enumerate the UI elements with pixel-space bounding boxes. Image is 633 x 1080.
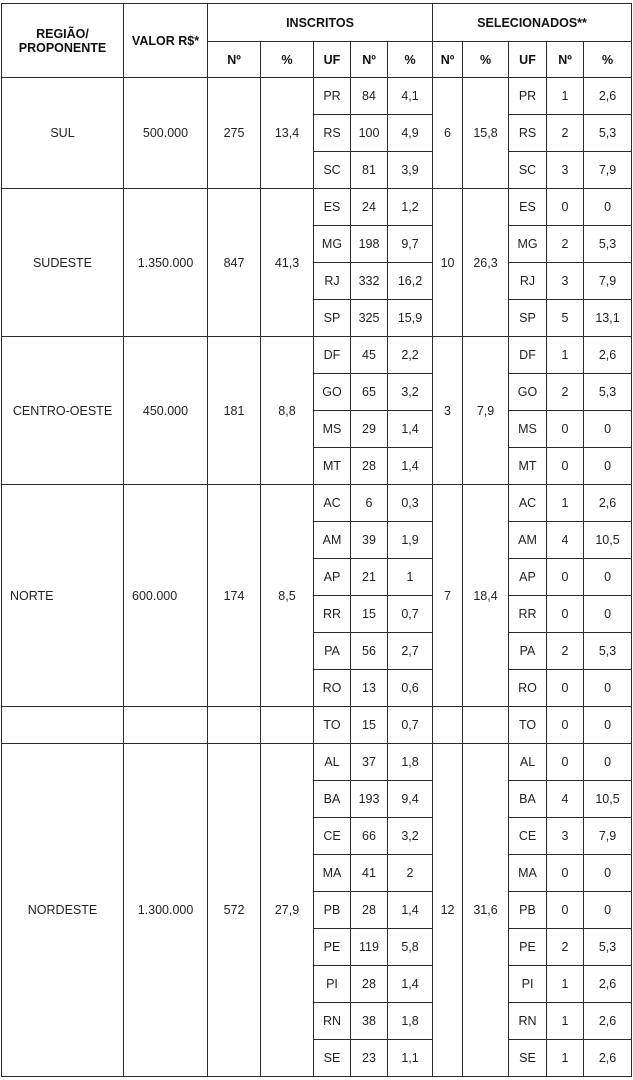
- region-name-cell: NORTE: [2, 485, 124, 707]
- selecionados-uf-percentual-cell: 0: [584, 411, 632, 448]
- selecionados-uf-percentual-cell: 2,6: [584, 966, 632, 1003]
- selecionados-uf-cell: GO: [509, 374, 547, 411]
- inscritos-uf-percentual-cell: 2: [388, 855, 433, 892]
- inscritos-uf-numero-cell: 23: [351, 1040, 388, 1077]
- selecionados-uf-cell: AP: [509, 559, 547, 596]
- selecionados-uf-percentual-cell: 10,5: [584, 781, 632, 818]
- inscritos-uf-numero-cell: 15: [351, 707, 388, 744]
- inscritos-uf-numero-cell: 24: [351, 189, 388, 226]
- inscritos-uf-cell: PR: [314, 78, 351, 115]
- inscritos-uf-numero-cell: 28: [351, 892, 388, 929]
- table-row: [2, 744, 632, 781]
- selecionados-uf-percentual-cell: 0: [584, 596, 632, 633]
- selecionados-uf-cell: AM: [509, 522, 547, 559]
- inscritos-uf-numero-cell: 29: [351, 411, 388, 448]
- subheader-selecionados-numero: Nº: [433, 42, 463, 78]
- region-selecionados-percentual-cell: 15,8: [463, 78, 509, 189]
- selecionados-uf-cell: PE: [509, 929, 547, 966]
- inscritos-uf-cell: RN: [314, 1003, 351, 1040]
- inscritos-uf-percentual-cell: 4,1: [388, 78, 433, 115]
- region-selecionados-numero-cell: 7: [433, 485, 463, 707]
- inscritos-uf-cell: AP: [314, 559, 351, 596]
- selecionados-uf-numero-cell: 4: [547, 781, 584, 818]
- inscritos-uf-cell: AM: [314, 522, 351, 559]
- selecionados-uf-numero-cell: 0: [547, 670, 584, 707]
- subheader-inscritos-uf: UF: [314, 42, 351, 78]
- inscritos-uf-numero-cell: 81: [351, 152, 388, 189]
- inscritos-uf-numero-cell: 193: [351, 781, 388, 818]
- table-header: [2, 4, 632, 78]
- inscritos-uf-numero-cell: 38: [351, 1003, 388, 1040]
- region-name-cell: NORDESTE: [2, 744, 124, 1077]
- selecionados-uf-numero-cell: 1: [547, 1040, 584, 1077]
- inscritos-uf-cell: ES: [314, 189, 351, 226]
- inscritos-uf-numero-cell: 21: [351, 559, 388, 596]
- inscritos-uf-percentual-cell: 4,9: [388, 115, 433, 152]
- selecionados-uf-cell: AL: [509, 744, 547, 781]
- inscritos-uf-numero-cell: 6: [351, 485, 388, 522]
- inscritos-uf-percentual-cell: 9,4: [388, 781, 433, 818]
- region-name-cell: SUDESTE: [2, 189, 124, 337]
- selecionados-uf-numero-cell: 2: [547, 929, 584, 966]
- selecionados-uf-cell: PB: [509, 892, 547, 929]
- selecionados-uf-numero-cell: 0: [547, 744, 584, 781]
- inscritos-uf-numero-cell: 325: [351, 300, 388, 337]
- header-valor: VALOR R$*: [124, 4, 208, 78]
- region-valor-cell: 450.000: [124, 337, 208, 485]
- region-inscritos-percentual-cell: 41,3: [261, 189, 314, 337]
- subheader-inscritos-numero: Nº: [208, 42, 261, 78]
- subheader-selecionados-uf-numero: Nº: [547, 42, 584, 78]
- selecionados-uf-numero-cell: 0: [547, 559, 584, 596]
- inscritos-uf-cell: PE: [314, 929, 351, 966]
- inscritos-uf-cell: MA: [314, 855, 351, 892]
- header-inscritos: INSCRITOS: [208, 4, 433, 42]
- selecionados-uf-numero-cell: 3: [547, 152, 584, 189]
- inscritos-uf-cell: RJ: [314, 263, 351, 300]
- inscritos-uf-cell: AC: [314, 485, 351, 522]
- inscritos-uf-percentual-cell: 16,2: [388, 263, 433, 300]
- inscritos-uf-percentual-cell: 0,6: [388, 670, 433, 707]
- selecionados-uf-numero-cell: 1: [547, 485, 584, 522]
- subheader-inscritos-uf-percentual: %: [388, 42, 433, 78]
- inscritos-uf-percentual-cell: 1,8: [388, 1003, 433, 1040]
- region-selecionados-percentual-cell: 31,6: [463, 744, 509, 1077]
- region-name-cell: SUL: [2, 78, 124, 189]
- inscritos-uf-percentual-cell: 9,7: [388, 226, 433, 263]
- inscritos-uf-numero-cell: 100: [351, 115, 388, 152]
- inscritos-uf-numero-cell: 66: [351, 818, 388, 855]
- selecionados-uf-percentual-cell: 0: [584, 744, 632, 781]
- selecionados-uf-percentual-cell: 7,9: [584, 152, 632, 189]
- inscritos-uf-cell: SE: [314, 1040, 351, 1077]
- region-selecionados-numero-cell: [433, 707, 463, 744]
- selecionados-uf-percentual-cell: 2,6: [584, 1003, 632, 1040]
- region-inscritos-numero-cell: 174: [208, 485, 261, 707]
- selecionados-uf-percentual-cell: 2,6: [584, 78, 632, 115]
- selecionados-uf-cell: MA: [509, 855, 547, 892]
- table-row: [2, 485, 632, 522]
- region-name-cell: CENTRO-OESTE: [2, 337, 124, 485]
- inscritos-uf-percentual-cell: 5,8: [388, 929, 433, 966]
- regional-distribution-table: [1, 3, 632, 1077]
- selecionados-uf-cell: DF: [509, 337, 547, 374]
- inscritos-uf-percentual-cell: 1,2: [388, 189, 433, 226]
- region-inscritos-numero-cell: 181: [208, 337, 261, 485]
- selecionados-uf-percentual-cell: 5,3: [584, 115, 632, 152]
- selecionados-uf-cell: BA: [509, 781, 547, 818]
- inscritos-uf-cell: PI: [314, 966, 351, 1003]
- inscritos-uf-cell: DF: [314, 337, 351, 374]
- inscritos-uf-percentual-cell: 3,2: [388, 374, 433, 411]
- inscritos-uf-percentual-cell: 1,4: [388, 448, 433, 485]
- selecionados-uf-cell: RS: [509, 115, 547, 152]
- inscritos-uf-cell: CE: [314, 818, 351, 855]
- inscritos-uf-numero-cell: 13: [351, 670, 388, 707]
- subheader-selecionados-uf-percentual: %: [584, 42, 632, 78]
- inscritos-uf-numero-cell: 39: [351, 522, 388, 559]
- table-row: [2, 337, 632, 374]
- inscritos-uf-percentual-cell: 1,9: [388, 522, 433, 559]
- selecionados-uf-cell: TO: [509, 707, 547, 744]
- table-row: [2, 78, 632, 115]
- inscritos-uf-percentual-cell: 0,3: [388, 485, 433, 522]
- selecionados-uf-cell: AC: [509, 485, 547, 522]
- region-selecionados-percentual-cell: [463, 707, 509, 744]
- selecionados-uf-numero-cell: 1: [547, 78, 584, 115]
- region-inscritos-percentual-cell: 13,4: [261, 78, 314, 189]
- selecionados-uf-cell: RO: [509, 670, 547, 707]
- inscritos-uf-percentual-cell: 0,7: [388, 707, 433, 744]
- selecionados-uf-percentual-cell: 7,9: [584, 263, 632, 300]
- subheader-inscritos-percentual: %: [261, 42, 314, 78]
- selecionados-uf-cell: MT: [509, 448, 547, 485]
- subheader-selecionados-uf: UF: [509, 42, 547, 78]
- selecionados-uf-cell: RR: [509, 596, 547, 633]
- selecionados-uf-percentual-cell: 5,3: [584, 633, 632, 670]
- selecionados-uf-numero-cell: 0: [547, 596, 584, 633]
- selecionados-uf-percentual-cell: 0: [584, 189, 632, 226]
- inscritos-uf-cell: PA: [314, 633, 351, 670]
- selecionados-uf-percentual-cell: 0: [584, 855, 632, 892]
- selecionados-uf-percentual-cell: 2,6: [584, 337, 632, 374]
- selecionados-uf-numero-cell: 0: [547, 189, 584, 226]
- region-inscritos-numero-cell: [208, 707, 261, 744]
- region-selecionados-numero-cell: 3: [433, 337, 463, 485]
- inscritos-uf-cell: BA: [314, 781, 351, 818]
- table-row: [2, 707, 632, 744]
- region-selecionados-numero-cell: 10: [433, 189, 463, 337]
- inscritos-uf-cell: SP: [314, 300, 351, 337]
- inscritos-uf-numero-cell: 45: [351, 337, 388, 374]
- selecionados-uf-percentual-cell: 10,5: [584, 522, 632, 559]
- selecionados-uf-percentual-cell: 5,3: [584, 929, 632, 966]
- selecionados-uf-numero-cell: 0: [547, 855, 584, 892]
- selecionados-uf-percentual-cell: 2,6: [584, 1040, 632, 1077]
- inscritos-uf-percentual-cell: 15,9: [388, 300, 433, 337]
- inscritos-uf-percentual-cell: 1,4: [388, 892, 433, 929]
- selecionados-uf-percentual-cell: 5,3: [584, 374, 632, 411]
- region-selecionados-numero-cell: 12: [433, 744, 463, 1077]
- region-inscritos-percentual-cell: 8,5: [261, 485, 314, 707]
- inscritos-uf-cell: RO: [314, 670, 351, 707]
- inscritos-uf-cell: RS: [314, 115, 351, 152]
- inscritos-uf-numero-cell: 37: [351, 744, 388, 781]
- header-selecionados: SELECIONADOS**: [433, 4, 632, 42]
- selecionados-uf-percentual-cell: 0: [584, 670, 632, 707]
- selecionados-uf-percentual-cell: 0: [584, 892, 632, 929]
- inscritos-uf-cell: MS: [314, 411, 351, 448]
- inscritos-uf-numero-cell: 41: [351, 855, 388, 892]
- selecionados-uf-cell: PA: [509, 633, 547, 670]
- inscritos-uf-cell: MG: [314, 226, 351, 263]
- subheader-selecionados-percentual: %: [463, 42, 509, 78]
- selecionados-uf-numero-cell: 2: [547, 115, 584, 152]
- selecionados-uf-percentual-cell: 0: [584, 559, 632, 596]
- inscritos-uf-cell: AL: [314, 744, 351, 781]
- selecionados-uf-numero-cell: 3: [547, 818, 584, 855]
- inscritos-uf-numero-cell: 84: [351, 78, 388, 115]
- selecionados-uf-numero-cell: 2: [547, 226, 584, 263]
- region-inscritos-percentual-cell: [261, 707, 314, 744]
- inscritos-uf-numero-cell: 28: [351, 966, 388, 1003]
- inscritos-uf-numero-cell: 15: [351, 596, 388, 633]
- selecionados-uf-numero-cell: 1: [547, 966, 584, 1003]
- selecionados-uf-percentual-cell: 7,9: [584, 818, 632, 855]
- inscritos-uf-numero-cell: 198: [351, 226, 388, 263]
- inscritos-uf-cell: PB: [314, 892, 351, 929]
- inscritos-uf-percentual-cell: 1,4: [388, 411, 433, 448]
- selecionados-uf-percentual-cell: 13,1: [584, 300, 632, 337]
- region-valor-cell: 1.350.000: [124, 189, 208, 337]
- inscritos-uf-percentual-cell: 1,1: [388, 1040, 433, 1077]
- inscritos-uf-cell: GO: [314, 374, 351, 411]
- inscritos-uf-numero-cell: 65: [351, 374, 388, 411]
- selecionados-uf-numero-cell: 4: [547, 522, 584, 559]
- header-regiao-proponente: REGIÃO/ PROPONENTE: [2, 4, 124, 78]
- subheader-inscritos-uf-numero: Nº: [351, 42, 388, 78]
- selecionados-uf-percentual-cell: 0: [584, 448, 632, 485]
- inscritos-uf-numero-cell: 28: [351, 448, 388, 485]
- selecionados-uf-percentual-cell: 5,3: [584, 226, 632, 263]
- region-selecionados-percentual-cell: 7,9: [463, 337, 509, 485]
- inscritos-uf-cell: RR: [314, 596, 351, 633]
- selecionados-uf-numero-cell: 3: [547, 263, 584, 300]
- inscritos-uf-percentual-cell: 2,2: [388, 337, 433, 374]
- table-body: [2, 78, 632, 1077]
- selecionados-uf-cell: SP: [509, 300, 547, 337]
- selecionados-uf-cell: PI: [509, 966, 547, 1003]
- inscritos-uf-percentual-cell: 1: [388, 559, 433, 596]
- inscritos-uf-percentual-cell: 3,9: [388, 152, 433, 189]
- inscritos-uf-cell: TO: [314, 707, 351, 744]
- selecionados-uf-cell: ES: [509, 189, 547, 226]
- selecionados-uf-numero-cell: 5: [547, 300, 584, 337]
- selecionados-uf-cell: SC: [509, 152, 547, 189]
- selecionados-uf-cell: SE: [509, 1040, 547, 1077]
- selecionados-uf-cell: MG: [509, 226, 547, 263]
- selecionados-uf-cell: CE: [509, 818, 547, 855]
- region-selecionados-numero-cell: 6: [433, 78, 463, 189]
- region-inscritos-numero-cell: 275: [208, 78, 261, 189]
- region-valor-cell: 500.000: [124, 78, 208, 189]
- region-inscritos-percentual-cell: 27,9: [261, 744, 314, 1077]
- inscritos-uf-numero-cell: 56: [351, 633, 388, 670]
- selecionados-uf-cell: PR: [509, 78, 547, 115]
- region-valor-cell: 600.000: [124, 485, 208, 707]
- selecionados-uf-numero-cell: 0: [547, 892, 584, 929]
- selecionados-uf-numero-cell: 2: [547, 633, 584, 670]
- inscritos-uf-percentual-cell: 1,4: [388, 966, 433, 1003]
- selecionados-uf-numero-cell: 0: [547, 411, 584, 448]
- selecionados-uf-cell: RN: [509, 1003, 547, 1040]
- region-valor-cell: [124, 707, 208, 744]
- inscritos-uf-percentual-cell: 0,7: [388, 596, 433, 633]
- inscritos-uf-percentual-cell: 2,7: [388, 633, 433, 670]
- inscritos-uf-numero-cell: 119: [351, 929, 388, 966]
- region-selecionados-percentual-cell: 26,3: [463, 189, 509, 337]
- selecionados-uf-cell: RJ: [509, 263, 547, 300]
- inscritos-uf-cell: MT: [314, 448, 351, 485]
- selecionados-uf-numero-cell: 1: [547, 337, 584, 374]
- region-inscritos-percentual-cell: 8,8: [261, 337, 314, 485]
- inscritos-uf-cell: SC: [314, 152, 351, 189]
- region-valor-cell: 1.300.000: [124, 744, 208, 1077]
- selecionados-uf-numero-cell: 2: [547, 374, 584, 411]
- region-selecionados-percentual-cell: 18,4: [463, 485, 509, 707]
- inscritos-uf-percentual-cell: 3,2: [388, 818, 433, 855]
- region-inscritos-numero-cell: 572: [208, 744, 261, 1077]
- inscritos-uf-percentual-cell: 1,8: [388, 744, 433, 781]
- region-name-cell: [2, 707, 124, 744]
- selecionados-uf-numero-cell: 0: [547, 448, 584, 485]
- selecionados-uf-percentual-cell: 2,6: [584, 485, 632, 522]
- selecionados-uf-percentual-cell: 0: [584, 707, 632, 744]
- selecionados-uf-numero-cell: 0: [547, 707, 584, 744]
- region-inscritos-numero-cell: 847: [208, 189, 261, 337]
- selecionados-uf-cell: MS: [509, 411, 547, 448]
- inscritos-uf-numero-cell: 332: [351, 263, 388, 300]
- table-row: [2, 189, 632, 226]
- selecionados-uf-numero-cell: 1: [547, 1003, 584, 1040]
